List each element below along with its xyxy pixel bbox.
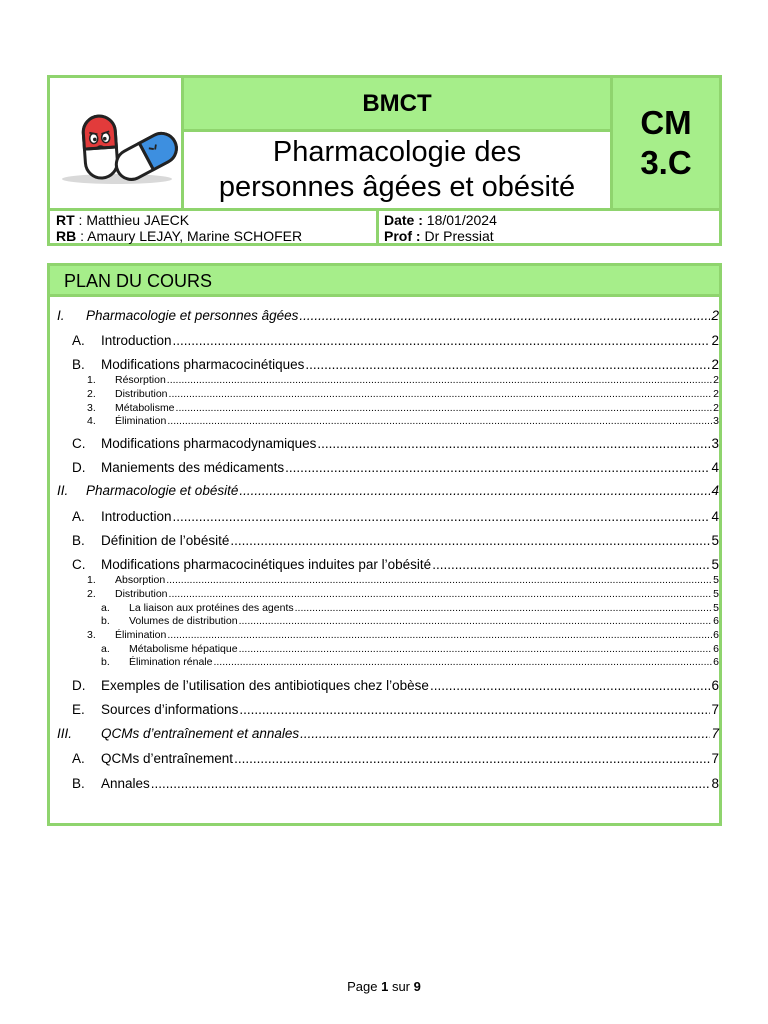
toc-entry[interactable]: B. Annales ..... 8 <box>50 776 719 794</box>
toc-entry[interactable]: a. La liaison aux protéines des agents ..... 5 <box>50 602 719 615</box>
toc-entry[interactable]: 3. Métabolisme ..... 2 <box>50 402 719 415</box>
course-code-cell <box>610 78 719 208</box>
toc-entry[interactable]: C. Modifications pharmacocinétiques induites par l’obésité ..... 5 <box>50 557 719 575</box>
rb-value: : Amaury LEJAY, Marine SCHOFER <box>76 228 303 244</box>
prof-label: Prof : <box>384 228 421 244</box>
course-code-line1: CM <box>640 104 692 141</box>
toc-entry[interactable]: B. Modifications pharmacocinétiques ..... 2 <box>50 357 719 375</box>
toc-entry[interactable]: A. Introduction ..... 2 <box>50 333 719 351</box>
toc-entry[interactable]: A. Introduction ..... 4 <box>50 509 719 527</box>
toc-entry[interactable]: D. Exemples de l’utilisation des antibiotiques chez l’obèse ..... 6 <box>50 678 719 696</box>
header-block <box>47 75 722 246</box>
rt-value: : Matthieu JAECK <box>74 212 190 228</box>
toc-entry[interactable]: D. Maniements des médicaments ..... 4 <box>50 460 719 478</box>
footer-prefix: Page <box>347 979 382 994</box>
toc-entry[interactable]: 1. Résorption ..... 2 <box>50 374 719 387</box>
toc-entry[interactable]: a. Métabolisme hépatique ..... 6 <box>50 643 719 656</box>
footer-total-pages: 9 <box>413 979 421 994</box>
date-label: Date : <box>384 212 423 228</box>
title-cell <box>184 132 610 208</box>
authors-cell <box>50 211 376 243</box>
pill-capsule-characters-icon <box>50 78 184 208</box>
toc-entry[interactable]: 2. Distribution ..... 5 <box>50 588 719 601</box>
toc-entry[interactable]: III. QCMs d’entraînement et annales ..... 7 <box>50 726 719 744</box>
toc-entry[interactable]: 4. Élimination ..... 3 <box>50 415 719 428</box>
toc-entry[interactable]: E. Sources d’informations ..... 7 <box>50 702 719 720</box>
footer-middle: sur <box>388 979 414 994</box>
toc-entry[interactable]: I. Pharmacologie et personnes âgées ..... 2 <box>50 308 719 326</box>
prof-value: Dr Pressiat <box>420 228 494 244</box>
course-title-line1: Pharmacologie des <box>272 136 522 168</box>
toc-entry[interactable]: 3. Élimination ..... 6 <box>50 629 719 642</box>
date-prof-cell <box>376 211 719 243</box>
page-footer <box>0 979 768 994</box>
course-code-line2: 3.C <box>640 144 692 181</box>
table-of-contents <box>47 263 722 826</box>
toc-entry[interactable]: II. Pharmacologie et obésité ..... 4 <box>50 483 719 501</box>
course-title-line2: personnes âgées et obésité <box>218 171 576 203</box>
toc-entry[interactable]: B. Définition de l’obésité ..... 5 <box>50 533 719 551</box>
toc-entry[interactable]: 1. Absorption ..... 5 <box>50 574 719 587</box>
subject-cell <box>184 78 610 132</box>
toc-entry[interactable]: A. QCMs d’entraînement ..... 7 <box>50 751 719 769</box>
rt-label: RT <box>56 212 75 228</box>
footer-current-page: 1 <box>381 979 389 994</box>
toc-title: PLAN DU COURS <box>50 266 719 297</box>
toc-entry[interactable]: C. Modifications pharmacodynamiques ..... 3 <box>50 436 719 454</box>
rb-label: RB <box>56 228 77 244</box>
subject-label: BMCT <box>362 89 432 117</box>
toc-entry[interactable]: b. Élimination rénale ..... 6 <box>50 656 719 669</box>
logo-cell <box>50 78 184 208</box>
date-value: 18/01/2024 <box>422 212 497 228</box>
info-row <box>50 208 719 243</box>
toc-entry[interactable]: b. Volumes de distribution ..... 6 <box>50 615 719 628</box>
toc-entry[interactable]: 2. Distribution ..... 2 <box>50 388 719 401</box>
